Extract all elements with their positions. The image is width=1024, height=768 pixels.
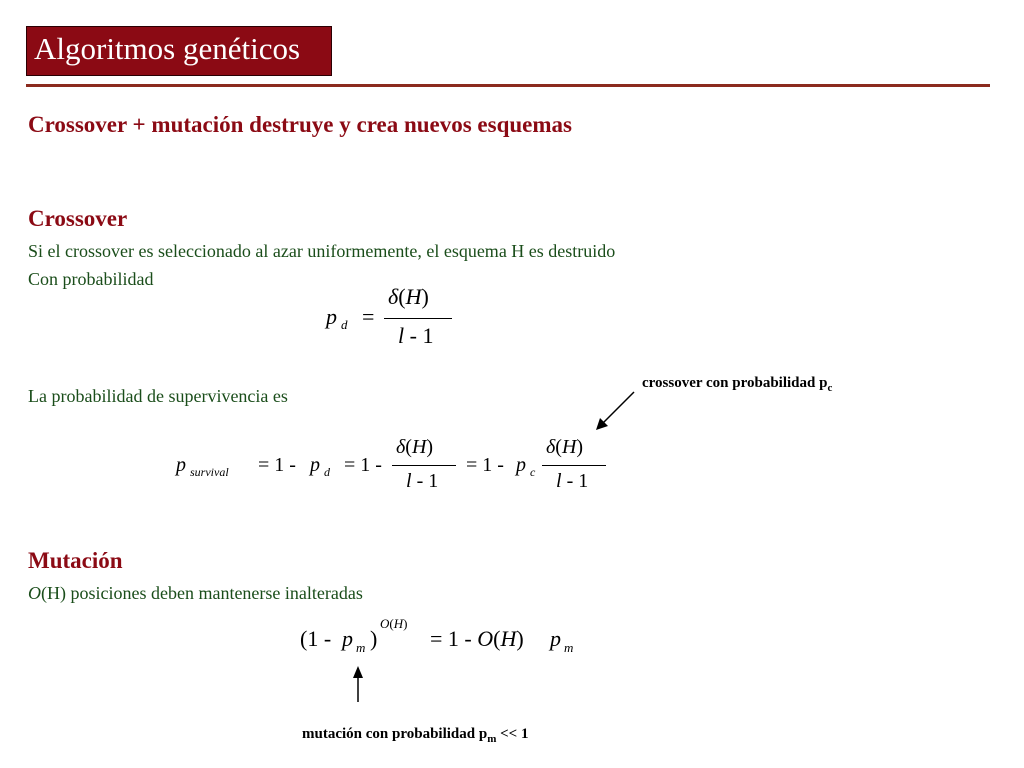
title-divider xyxy=(26,84,990,87)
equation-mutation: (1 - p m ) O(H) = 1 - O(H) p m xyxy=(300,616,574,655)
mutation-arrow xyxy=(348,664,368,704)
equation-pd: p d = δ(H) l - 1 xyxy=(322,284,462,354)
crossover-note: crossover con probabilidad $p_c$ xyxy=(642,375,833,394)
equation-psurvival: p survival = 1 - p d = 1 - δ(H) l - 1 = 1 - p c δ(H) l - 1 xyxy=(176,434,626,500)
crossover-description: Si el crossover es seleccionado al azar uniformemente, el esquema H es destruido xyxy=(28,241,616,261)
crossover-probability-label: Con probabilidad xyxy=(28,269,154,289)
slide-heading: Crossover + mutación destruye y crea nuevos esquemas xyxy=(28,112,572,137)
slide-title: Algoritmos genéticos xyxy=(34,31,301,66)
mutation-note: mutación con probabilidad $p_m << 1$ xyxy=(302,726,529,745)
mutation-heading: Mutación xyxy=(28,548,123,573)
mutation-description: O(H) posiciones deben mantenerse inalteradas xyxy=(28,583,363,603)
crossover-arrow xyxy=(590,388,640,433)
survival-probability-label: La probabilidad de supervivencia es xyxy=(28,386,288,406)
crossover-heading: Crossover xyxy=(28,206,128,231)
